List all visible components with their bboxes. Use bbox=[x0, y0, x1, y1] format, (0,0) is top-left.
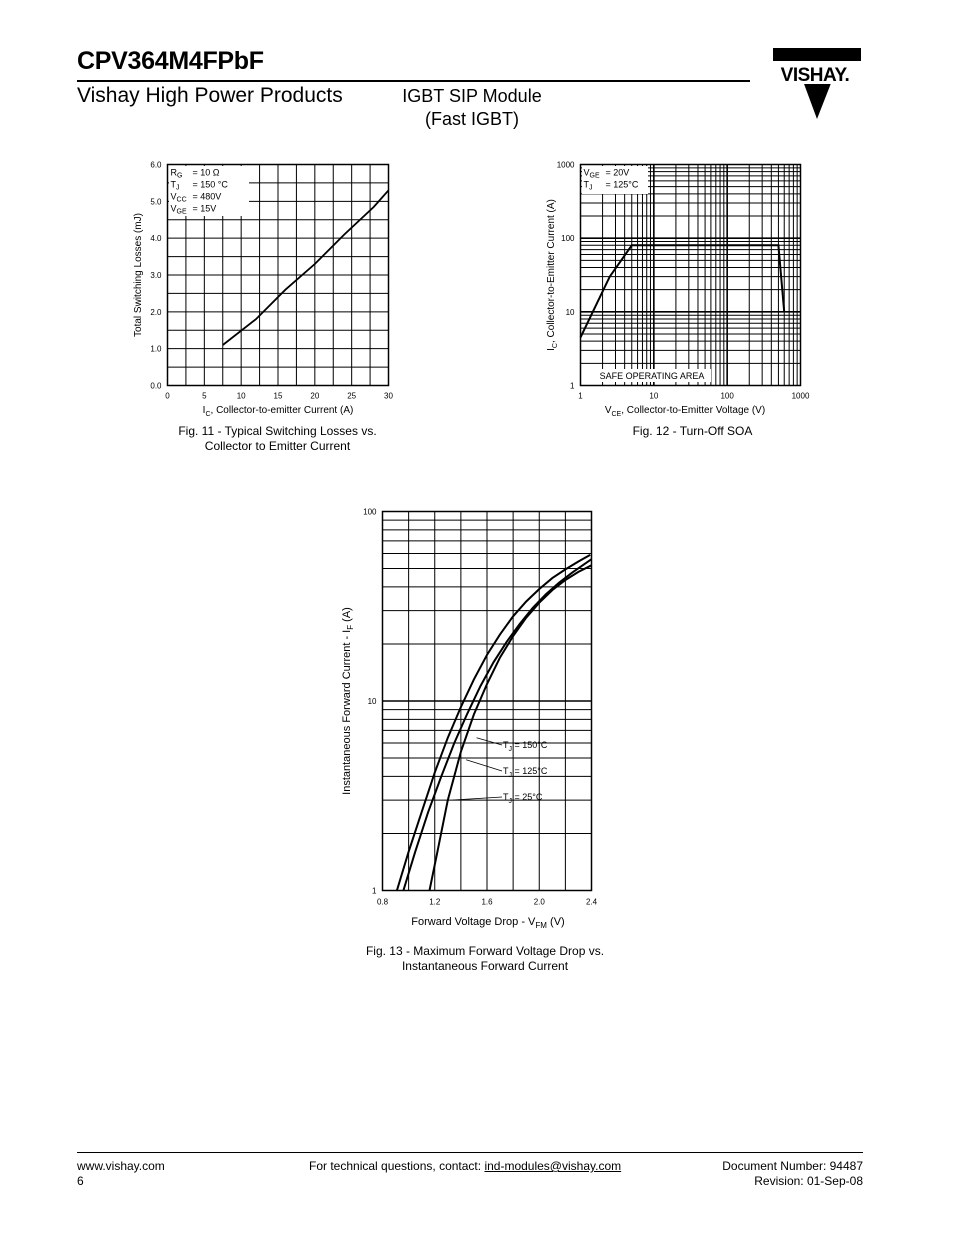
fig11-ytick-label: 1.0 bbox=[150, 344, 162, 354]
fig11-xtick-label: 25 bbox=[347, 391, 357, 401]
fig13-chart bbox=[335, 500, 615, 940]
fig12-chart bbox=[535, 155, 825, 425]
fig11-ytick-label: 6.0 bbox=[150, 160, 162, 170]
fig11-annotation-2: $V_{CC} = 480V$ bbox=[170, 191, 222, 204]
fig11-xtick-label: 5 bbox=[202, 391, 207, 401]
fig12-annotation-0: $V_{GE} = 20V$ bbox=[583, 167, 630, 180]
footer-right bbox=[722, 1159, 863, 1189]
fig11-ytick-label: 4.0 bbox=[150, 234, 162, 244]
footer-rule bbox=[77, 1152, 863, 1153]
fig12-plot-frame bbox=[581, 165, 801, 386]
fig11-caption-line1: Fig. 11 - Typical Switching Losses vs. bbox=[178, 424, 377, 438]
fig11-xtick-label: 15 bbox=[273, 391, 283, 401]
fig11-caption-line2: Collector to Emitter Current bbox=[204, 439, 351, 453]
fig13-caption bbox=[355, 944, 615, 974]
fig13-ytick-label: 1 bbox=[372, 886, 377, 896]
footer-left bbox=[77, 1159, 165, 1189]
logo-text: VISHAY. bbox=[780, 65, 850, 86]
header-rule bbox=[77, 80, 750, 82]
fig13-xtick-label: 1.6 bbox=[481, 897, 493, 907]
module-title bbox=[384, 85, 560, 131]
fig13-xtick-label: 2.0 bbox=[533, 897, 545, 907]
fig13-xtick-label: 1.2 bbox=[429, 897, 441, 907]
fig13-ylabel: Instantaneous Forward Current - $I_F$ (A) bbox=[341, 607, 355, 795]
footer-contact bbox=[309, 1159, 621, 1174]
fig11-xlabel: $I_C$, Collector-to-emitter Current (A) bbox=[202, 405, 354, 418]
fig12-xtick-label: 1 bbox=[578, 391, 583, 401]
fig11-xtick-label: 30 bbox=[384, 391, 393, 401]
module-title-line2: (Fast IGBT) bbox=[425, 109, 519, 129]
fig13-series-line-2 bbox=[430, 565, 592, 890]
fig12-region-label: SAFE OPERATING AREA bbox=[599, 371, 705, 381]
fig13-leader-line bbox=[477, 738, 502, 745]
fig12-grid bbox=[581, 165, 801, 386]
footer-document-number: Document Number: 94487 bbox=[722, 1159, 863, 1173]
fig13-ytick-label: 10 bbox=[367, 697, 377, 706]
fig12-ytick-label: 1000 bbox=[556, 160, 575, 170]
fig11-annotation-0: $R_G = 10$ Ω bbox=[170, 167, 220, 180]
fig13-series-label-2: $T_J = 25^\circ C$ bbox=[503, 792, 543, 805]
fig11-xtick-label: 20 bbox=[310, 391, 320, 401]
fig13-xlabel: Forward Voltage Drop - $V_{FM}$ (V) bbox=[411, 916, 565, 930]
fig12-caption-line1: Fig. 12 - Turn-Off SOA bbox=[632, 424, 753, 438]
fig11-chart bbox=[125, 155, 405, 425]
fig13-caption-line1: Fig. 13 - Maximum Forward Voltage Drop vs. bbox=[365, 944, 605, 958]
fig11-xtick-label: 0 bbox=[165, 391, 170, 401]
footer-website[interactable]: www.vishay.com bbox=[77, 1159, 165, 1173]
fig11-ytick-label: 5.0 bbox=[150, 197, 162, 207]
fig13-xtick-label: 0.8 bbox=[376, 897, 389, 907]
fig12-xtick-label: 10 bbox=[649, 391, 659, 401]
fig12-xtick-label: 100 bbox=[720, 391, 734, 401]
part-number-title: CPV364M4FPbF bbox=[77, 47, 264, 75]
fig13-series-line-0 bbox=[397, 555, 590, 891]
fig11-xtick-label: 10 bbox=[236, 391, 246, 401]
fig12-xlabel: $V_{CE}$, Collector-to-Emitter Voltage (V) bbox=[604, 405, 766, 418]
fig11-ytick-label: 0.0 bbox=[150, 381, 162, 391]
vishay-logo bbox=[765, 43, 865, 121]
fig11-ytick-label: 3.0 bbox=[150, 271, 162, 280]
fig12-ytick-label: 1 bbox=[570, 381, 575, 391]
fig13-leader-line bbox=[466, 760, 502, 771]
fig13-caption-line2: Instantaneous Forward Current bbox=[401, 959, 569, 973]
fig11-ylabel: Total Switching Losses (mJ) bbox=[133, 213, 144, 337]
module-title-line1: IGBT SIP Module bbox=[402, 86, 542, 106]
fig13-series-label-1: $T_J = 125^\circ C$ bbox=[503, 766, 548, 779]
footer-page-number: 6 bbox=[77, 1174, 84, 1188]
fig12-annotation-1: $T_J = 125^\circ C$ bbox=[583, 179, 639, 192]
fig12-xtick-label: 1000 bbox=[791, 391, 810, 401]
fig13-xtick-label: 2.4 bbox=[585, 897, 598, 907]
fig11-annotation-3: $V_{GE} = 15V$ bbox=[170, 203, 217, 216]
fig11-annotation-1: $T_J = 150$ °C bbox=[170, 179, 228, 192]
fig12-ytick-label: 10 bbox=[565, 307, 575, 317]
footer-revision: Revision: 01-Sep-08 bbox=[754, 1174, 863, 1188]
fig12-caption bbox=[605, 424, 780, 439]
fig12-ylabel: $I_C$, Collector-to-Emitter Current (A) bbox=[546, 199, 559, 351]
fig13-series-line-1 bbox=[403, 559, 591, 890]
fig13-series-label-0: $T_J = 150^\circ C$ bbox=[503, 740, 548, 753]
division-name: Vishay High Power Products bbox=[77, 84, 343, 107]
fig11-caption bbox=[160, 424, 395, 454]
fig12-ytick-label: 100 bbox=[561, 234, 575, 244]
footer-email-link[interactable]: ind-modules@vishay.com bbox=[484, 1159, 622, 1173]
fig13-ytick-label: 100 bbox=[363, 507, 377, 517]
fig11-ytick-label: 2.0 bbox=[150, 307, 162, 317]
footer-contact-prefix: For technical questions, contact: bbox=[309, 1159, 485, 1173]
